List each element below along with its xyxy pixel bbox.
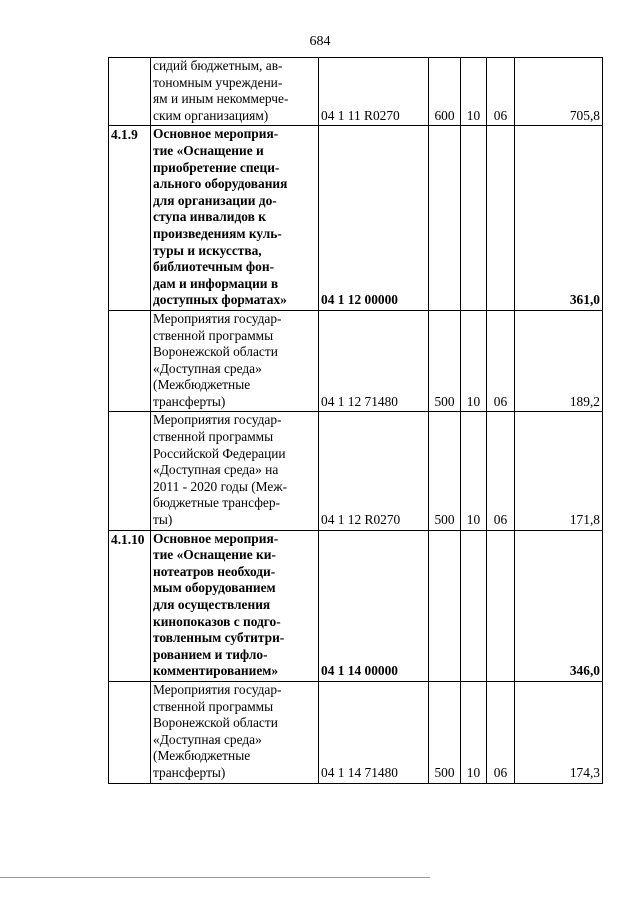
- item-name-line: ственной программы: [153, 327, 274, 343]
- section-cell: [461, 530, 487, 681]
- item-name-cell: [151, 310, 319, 412]
- target-article-cell: 04 1 12 00000: [319, 126, 429, 311]
- subsection-cell: 06: [487, 681, 515, 783]
- item-name-line: Мероприятия государ-: [153, 412, 282, 428]
- item-name-line: ступа инвалидов к: [153, 209, 266, 225]
- item-name-line: ты): [153, 512, 173, 528]
- item-name-line: ским организациям): [153, 107, 269, 123]
- section-cell: 10: [461, 681, 487, 783]
- item-number-cell: 4.1.9: [109, 126, 151, 311]
- item-name-line: кинопоказов с подго-: [153, 613, 281, 629]
- item-name-line: Основное мероприя-: [153, 530, 279, 546]
- item-number-cell: [109, 310, 151, 412]
- footer-rule: [0, 877, 430, 878]
- item-name-line: произведениям куль-: [153, 225, 282, 241]
- item-number-cell: 4.1.10: [109, 530, 151, 681]
- item-name-line: тономным учреждени-: [153, 74, 283, 90]
- table-row: [109, 310, 603, 412]
- table-row: [109, 58, 603, 126]
- item-name-cell: [151, 681, 319, 783]
- target-article-cell: 04 1 14 71480: [319, 681, 429, 783]
- item-name-line: трансферты): [153, 764, 226, 780]
- item-name-line: Основное мероприя-: [153, 126, 279, 142]
- expense-type-cell: 600: [429, 58, 461, 126]
- item-name-line: Воронежской области: [153, 344, 278, 360]
- item-number-cell: [109, 681, 151, 783]
- item-name-line: трансферты): [153, 393, 226, 409]
- item-name-line: ального оборудования: [153, 176, 288, 192]
- subsection-cell: 06: [487, 310, 515, 412]
- item-name-line: для осуществления: [153, 597, 271, 612]
- item-name-line: «Доступная среда»: [153, 360, 262, 376]
- item-name-line: приобретение специ-: [153, 159, 280, 175]
- table-row: [109, 681, 603, 783]
- table-row: [109, 412, 603, 530]
- target-article-cell: 04 1 12 R0270: [319, 412, 429, 530]
- target-article-cell: 04 1 14 00000: [319, 530, 429, 681]
- expense-type-cell: [429, 530, 461, 681]
- item-name-line: нотеатров необходи-: [153, 563, 276, 579]
- item-name-line: доступных форматах»: [153, 292, 287, 308]
- item-name-line: мым оборудованием: [153, 580, 276, 596]
- item-name-line: сидий бюджетным, ав-: [153, 58, 283, 73]
- item-name-line: Мероприятия государ-: [153, 310, 282, 326]
- item-name-line: Мероприятия государ-: [153, 681, 282, 697]
- subsection-cell: 06: [487, 58, 515, 126]
- item-name-cell: [151, 412, 319, 530]
- section-cell: [461, 126, 487, 311]
- amount-cell: 174,3: [515, 681, 603, 783]
- item-name-cell: [151, 58, 319, 126]
- subsection-cell: [487, 126, 515, 311]
- amount-cell: 705,8: [515, 58, 603, 126]
- section-cell: 10: [461, 412, 487, 530]
- item-name-line: товленным субтитри-: [153, 630, 285, 646]
- item-name-line: комментированием»: [153, 663, 279, 679]
- expense-type-cell: [429, 126, 461, 311]
- item-name-line: «Доступная среда» на: [153, 462, 279, 478]
- item-name-line: (Межбюджетные: [153, 377, 251, 393]
- amount-cell: 189,2: [515, 310, 603, 412]
- item-name-line: бюджетные трансфер-: [153, 495, 280, 511]
- subsection-cell: [487, 530, 515, 681]
- item-number-cell: [109, 412, 151, 530]
- item-name-line: туры и искусства,: [153, 242, 262, 258]
- item-name-line: Воронежской области: [153, 715, 278, 731]
- section-cell: 10: [461, 58, 487, 126]
- subsection-cell: 06: [487, 412, 515, 530]
- item-name-line: ственной программы: [153, 698, 274, 714]
- item-name-line: тие «Оснащение ки-: [153, 547, 276, 563]
- amount-cell: 361,0: [515, 126, 603, 311]
- expense-type-cell: 500: [429, 310, 461, 412]
- item-name-line: (Межбюджетные: [153, 748, 251, 764]
- table-row: [109, 530, 603, 681]
- table-row: [109, 126, 603, 311]
- item-name-line: тие «Оснащение и: [153, 142, 264, 158]
- item-name-line: 2011 - 2020 годы (Меж-: [153, 478, 288, 494]
- page-number: 684: [309, 34, 331, 49]
- item-name-line: ственной программы: [153, 429, 274, 445]
- section-cell: 10: [461, 310, 487, 412]
- expense-type-cell: 500: [429, 681, 461, 783]
- budget-table: [108, 57, 603, 784]
- item-name-line: дам и информации в: [153, 275, 279, 291]
- item-name-line: рованием и тифло-: [153, 646, 268, 662]
- amount-cell: 171,8: [515, 412, 603, 530]
- amount-cell: 346,0: [515, 530, 603, 681]
- item-name-line: ям и иным некоммерче-: [153, 91, 289, 107]
- item-name-line: Российской Федерации: [153, 445, 286, 461]
- budget-table-body: [109, 58, 603, 784]
- item-name-line: для организации до-: [153, 192, 277, 208]
- item-name-cell: [151, 530, 319, 681]
- item-name-line: «Доступная среда»: [153, 731, 262, 747]
- item-number-cell: [109, 58, 151, 126]
- expense-type-cell: 500: [429, 412, 461, 530]
- target-article-cell: 04 1 12 71480: [319, 310, 429, 412]
- item-name-line: библиотечным фон-: [153, 259, 275, 275]
- target-article-cell: 04 1 11 R0270: [319, 58, 429, 126]
- item-name-cell: [151, 126, 319, 311]
